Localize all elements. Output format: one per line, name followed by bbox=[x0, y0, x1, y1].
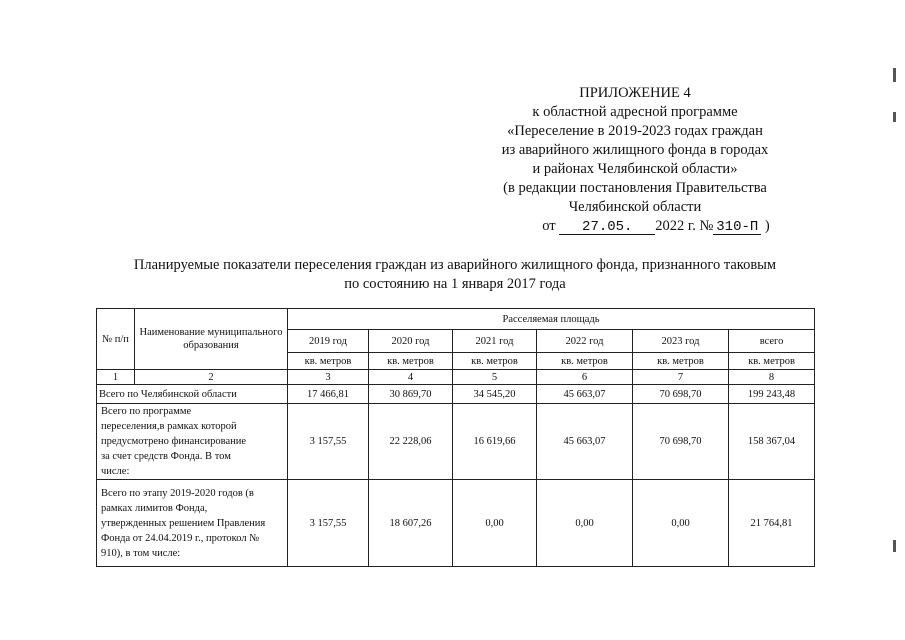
decree-number: 310-П bbox=[713, 220, 761, 235]
date-value: 27.05. bbox=[559, 220, 655, 235]
date-suffix: 2022 г. № bbox=[655, 218, 714, 234]
header-unit: кв. метров bbox=[537, 353, 633, 370]
header-year: 2023 год bbox=[633, 330, 729, 353]
header-year: 2022 год bbox=[537, 330, 633, 353]
cell-value: 70 698,70 bbox=[633, 404, 729, 480]
scan-edge-mark-3 bbox=[893, 540, 896, 552]
appendix-line-5: и районах Челябинской области» bbox=[532, 161, 738, 177]
cell-value: 21 764,81 bbox=[729, 480, 815, 567]
row-name: Всего по программе переселения,в рамках которой предусмотрено финансирование за счет средств Фонда. В том числе: bbox=[97, 404, 288, 480]
table-column-numbers bbox=[97, 370, 815, 385]
cell-value: 70 698,70 bbox=[633, 385, 729, 404]
header-unit: кв. метров bbox=[453, 353, 537, 370]
row-name: Всего по этапу 2019-2020 годов (в рамках лимитов Фонда, утвержденных решением Правления Фонда от 24.04.2019 г., протокол № 910), в том числе: bbox=[97, 480, 288, 567]
column-number: 3 bbox=[288, 370, 369, 385]
header-total: всего bbox=[729, 330, 815, 353]
table-header-row-1 bbox=[97, 309, 815, 330]
column-number: 4 bbox=[369, 370, 453, 385]
cell-value: 34 545,20 bbox=[453, 385, 537, 404]
appendix-line-6: (в редакции постановления Правительства bbox=[503, 180, 767, 196]
cell-value: 3 157,55 bbox=[288, 480, 369, 567]
cell-value: 22 228,06 bbox=[369, 404, 453, 480]
title-line-2: по состоянию на 1 января 2017 года bbox=[344, 276, 566, 292]
cell-value: 45 663,07 bbox=[537, 404, 633, 480]
cell-value: 3 157,55 bbox=[288, 404, 369, 480]
header-no: № п/п bbox=[97, 309, 135, 370]
appendix-header bbox=[470, 84, 800, 236]
appendix-date-line bbox=[470, 217, 800, 236]
cell-value: 0,00 bbox=[537, 480, 633, 567]
header-unit: кв. метров bbox=[288, 353, 369, 370]
header-year: 2021 год bbox=[453, 330, 537, 353]
appendix-line-2: к областной адресной программе bbox=[532, 104, 738, 120]
cell-value: 158 367,04 bbox=[729, 404, 815, 480]
header-year: 2019 год bbox=[288, 330, 369, 353]
header-group: Расселяемая площадь bbox=[288, 309, 815, 330]
header-name: Наименование муниципального образования bbox=[135, 309, 288, 370]
scan-edge-mark-1 bbox=[893, 68, 896, 82]
header-unit: кв. метров bbox=[633, 353, 729, 370]
cell-value: 18 607,26 bbox=[369, 480, 453, 567]
column-number: 7 bbox=[633, 370, 729, 385]
column-number: 1 bbox=[97, 370, 135, 385]
table-row bbox=[97, 480, 815, 567]
column-number: 2 bbox=[135, 370, 288, 385]
table-row bbox=[97, 404, 815, 480]
appendix-line-3: «Переселение в 2019-2023 годах граждан bbox=[507, 123, 763, 139]
document-title bbox=[95, 256, 815, 294]
header-unit: кв. метров bbox=[729, 353, 815, 370]
cell-value: 199 243,48 bbox=[729, 385, 815, 404]
header-year: 2020 год bbox=[369, 330, 453, 353]
appendix-line-4: из аварийного жилищного фонда в городах bbox=[501, 142, 769, 158]
row-name: Всего по Челябинской области bbox=[97, 385, 288, 404]
cell-value: 16 619,66 bbox=[453, 404, 537, 480]
cell-value: 45 663,07 bbox=[537, 385, 633, 404]
resettlement-table bbox=[96, 308, 815, 567]
table-row bbox=[97, 385, 815, 404]
scan-edge-mark-2 bbox=[893, 112, 896, 122]
cell-value: 17 466,81 bbox=[288, 385, 369, 404]
cell-value: 0,00 bbox=[453, 480, 537, 567]
cell-value: 0,00 bbox=[633, 480, 729, 567]
column-number: 5 bbox=[453, 370, 537, 385]
column-number: 6 bbox=[537, 370, 633, 385]
column-number: 8 bbox=[729, 370, 815, 385]
closing-paren: ) bbox=[764, 218, 770, 234]
appendix-line-7: Челябинской области bbox=[568, 199, 702, 215]
header-unit: кв. метров bbox=[369, 353, 453, 370]
title-line-1: Планируемые показатели переселения граждан из аварийного жилищного фонда, признанного таковым bbox=[133, 257, 777, 273]
cell-value: 30 869,70 bbox=[369, 385, 453, 404]
appendix-title: ПРИЛОЖЕНИЕ 4 bbox=[579, 85, 691, 101]
date-prefix: от bbox=[542, 218, 556, 234]
